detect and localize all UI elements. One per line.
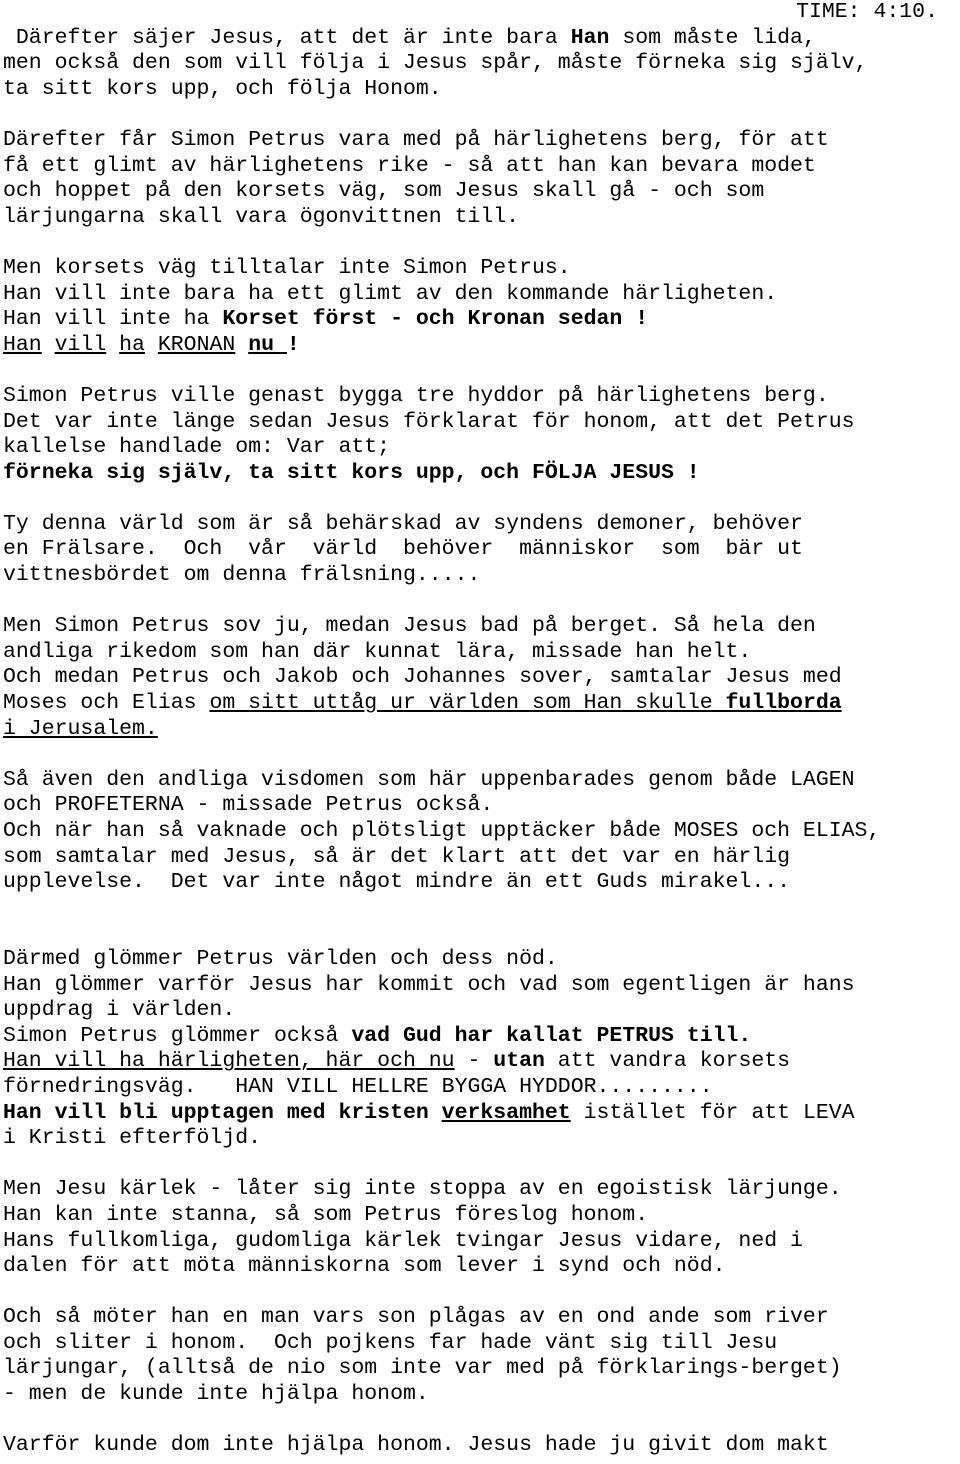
- text-line: [3, 1203, 960, 1229]
- text-line: [3, 1075, 960, 1101]
- text-span: förneka sig själv, ta sitt kors upp, och FÖLJA JESUS !: [3, 460, 700, 485]
- text-span: lärjungarna skall vara ögonvittnen till.: [3, 204, 520, 229]
- blank-line: [3, 102, 960, 128]
- text-span: ha: [119, 332, 145, 357]
- text-span: vill: [54, 332, 107, 357]
- text-span: -: [454, 1049, 494, 1074]
- text-line: [3, 870, 960, 896]
- text-span: Moses och Elias: [3, 691, 210, 716]
- text-span: och PROFETERNA - missade Petrus också.: [3, 793, 494, 818]
- text-line: [3, 717, 960, 743]
- text-line: [3, 1356, 960, 1382]
- text-span: kallelse handlade om: Var att;: [3, 435, 391, 460]
- time-header: TIME: 4:10.: [796, 0, 938, 24]
- text-line: [3, 973, 960, 999]
- text-line: [3, 51, 960, 77]
- text-span: andliga rikedom som han där kunnat lära, missade han helt.: [3, 639, 752, 664]
- text-span: [235, 333, 248, 357]
- text-line: [3, 128, 960, 154]
- text-span: fullborda: [725, 691, 842, 716]
- blank-line: [3, 1408, 960, 1434]
- text-span: KRONAN: [157, 332, 236, 357]
- text-line: [3, 1126, 960, 1152]
- text-line: [3, 1254, 960, 1280]
- blank-line: [3, 230, 960, 256]
- text-line: [3, 1433, 960, 1459]
- text-span: att vandra korsets: [544, 1049, 791, 1074]
- text-span: Men Simon Petrus sov ju, medan Jesus bad på berget. Så hela den: [3, 614, 816, 639]
- text-line: [3, 256, 960, 282]
- text-span: Simon Petrus ville genast bygga tre hyddor på härlighetens berg.: [3, 383, 829, 408]
- text-span: om sitt uttåg ur världen som Han skulle: [209, 691, 726, 716]
- text-span: utan: [493, 1049, 545, 1074]
- text-line: [3, 435, 960, 461]
- text-line: [3, 26, 960, 52]
- text-span: få ett glimt av härlighetens rike - så att han kan bevara modet: [3, 153, 816, 178]
- text-line: [3, 640, 960, 666]
- text-span: [42, 333, 55, 357]
- text-span: Hans fullkomliga, gudomliga kärlek tvingar Jesus vidare, ned i: [3, 1228, 803, 1253]
- text-line: [3, 665, 960, 691]
- text-span: Han: [3, 332, 42, 357]
- text-line: [3, 205, 960, 231]
- text-line: [3, 768, 960, 794]
- text-span: vittnesbördet om denna frälsning.....: [3, 563, 481, 588]
- blank-line: [3, 896, 960, 922]
- text-span: och hoppet på den korsets väg, som Jesus skall gå - och som: [3, 179, 765, 204]
- text-span: Han vill inte ha: [3, 307, 223, 332]
- text-line: [3, 179, 960, 205]
- text-span: Därefter säjer Jesus, att det är inte bara: [3, 25, 571, 50]
- text-span: Korset först - och Kronan sedan: [222, 307, 623, 332]
- text-line: [3, 819, 960, 845]
- text-span: [145, 333, 158, 357]
- text-line: [3, 307, 960, 333]
- text-span: Så även den andliga visdomen som här uppenbarades genom både LAGEN: [3, 767, 855, 792]
- text-span: Han: [570, 25, 610, 50]
- text-span: vad Gud har kallat PETRUS till.: [351, 1023, 752, 1048]
- text-span: Han vill inte bara ha ett glimt av den kommande härligheten.: [3, 281, 778, 306]
- text-span: Men korsets väg tilltalar inte Simon Petrus.: [3, 255, 571, 280]
- text-span: lärjungar, (alltså de nio som inte var med på förklarings-berget): [3, 1356, 842, 1381]
- text-span: en Frälsare. Och vår värld behöver människor som bär ut: [3, 537, 803, 562]
- text-span: Simon Petrus glömmer också: [3, 1023, 352, 1048]
- text-span: Därmed glömmer Petrus världen och dess nöd.: [3, 946, 558, 971]
- document-page: [3, 0, 960, 1459]
- text-line: [3, 1305, 960, 1331]
- text-span: ta sitt kors upp, och följa Honom.: [3, 76, 442, 101]
- text-line: [3, 563, 960, 589]
- text-span: som samtalar med Jesus, så är det klart att det var en härlig: [3, 844, 791, 869]
- text-line: [3, 333, 960, 359]
- text-line: [3, 282, 960, 308]
- text-span: [106, 333, 119, 357]
- text-span: men också den som vill följa i Jesus spår, måste förneka sig själv,: [3, 51, 868, 76]
- blank-line: [3, 921, 960, 947]
- text-line: [3, 384, 960, 410]
- text-span: förnedringsväg. HAN VILL HELLRE BYGGA HYDDOR.........: [3, 1074, 713, 1099]
- text-span: Han kan inte stanna, så som Petrus föreslog honom.: [3, 1202, 649, 1227]
- text-line: [3, 1024, 960, 1050]
- text-span: Men Jesu kärlek - låter sig inte stoppa av en egoistisk lärjunge.: [3, 1177, 842, 1202]
- text-span: Han vill ha härligheten, här och nu: [3, 1049, 455, 1074]
- text-span: istället för att LEVA: [570, 1100, 855, 1125]
- text-span: nu: [248, 332, 287, 357]
- text-span: upplevelse. Det var inte något mindre än ett Guds mirakel...: [3, 870, 791, 895]
- text-span: uppdrag i världen.: [3, 998, 236, 1023]
- text-line: [3, 691, 960, 717]
- text-line: [3, 1049, 960, 1075]
- text-span: och sliter i honom. Och pojkens far hade vänt sig till Jesu: [3, 1330, 778, 1355]
- document-body: [3, 26, 960, 1459]
- text-line: [3, 614, 960, 640]
- text-span: verksamhet: [441, 1100, 571, 1125]
- text-span: Och medan Petrus och Jakob och Johannes sover, samtalar Jesus med: [3, 665, 842, 690]
- text-span: Och när han så vaknade och plötsligt upptäcker både MOSES och ELIAS,: [3, 819, 881, 843]
- blank-line: [3, 358, 960, 384]
- text-line: [3, 154, 960, 180]
- text-line: [3, 845, 960, 871]
- blank-line: [3, 1280, 960, 1306]
- text-line: [3, 461, 960, 487]
- blank-line: [3, 486, 960, 512]
- text-span: !: [622, 307, 649, 332]
- text-line: [3, 1382, 960, 1408]
- text-span: Han vill bli upptagen med kristen: [3, 1100, 442, 1125]
- text-span: - men de kunde inte hjälpa honom.: [3, 1382, 429, 1407]
- text-line: [3, 537, 960, 563]
- text-span: Han glömmer varför Jesus har kommit och vad som egentligen är hans: [3, 972, 855, 997]
- text-span: Det var inte länge sedan Jesus förklarat för honom, att det Petrus: [3, 409, 855, 434]
- text-span: Därefter får Simon Petrus vara med på härlighetens berg, för att: [3, 127, 829, 152]
- text-line: [3, 512, 960, 538]
- blank-line: [3, 742, 960, 768]
- text-line: [3, 998, 960, 1024]
- text-line: [3, 1177, 960, 1203]
- text-line: [3, 1331, 960, 1357]
- text-line: [3, 1101, 960, 1127]
- text-span: Och så möter han en man vars son plågas av en ond ande som river: [3, 1305, 829, 1330]
- text-line: [3, 410, 960, 436]
- text-span: Ty denna värld som är så behärskad av syndens demoner, behöver: [3, 511, 803, 536]
- text-line: [3, 947, 960, 973]
- text-line: [3, 77, 960, 103]
- blank-line: [3, 1152, 960, 1178]
- text-span: som måste lida,: [609, 25, 816, 50]
- text-span: !: [286, 332, 300, 357]
- text-line: [3, 1229, 960, 1255]
- text-span: Varför kunde dom inte hjälpa honom. Jesus hade ju givit dom makt: [3, 1433, 829, 1458]
- text-span: i Jerusalem.: [3, 716, 158, 741]
- blank-line: [3, 589, 960, 615]
- text-span: i Kristi efterföljd.: [3, 1126, 262, 1151]
- text-line: [3, 793, 960, 819]
- text-span: dalen för att möta människorna som lever i synd och nöd.: [3, 1254, 726, 1279]
